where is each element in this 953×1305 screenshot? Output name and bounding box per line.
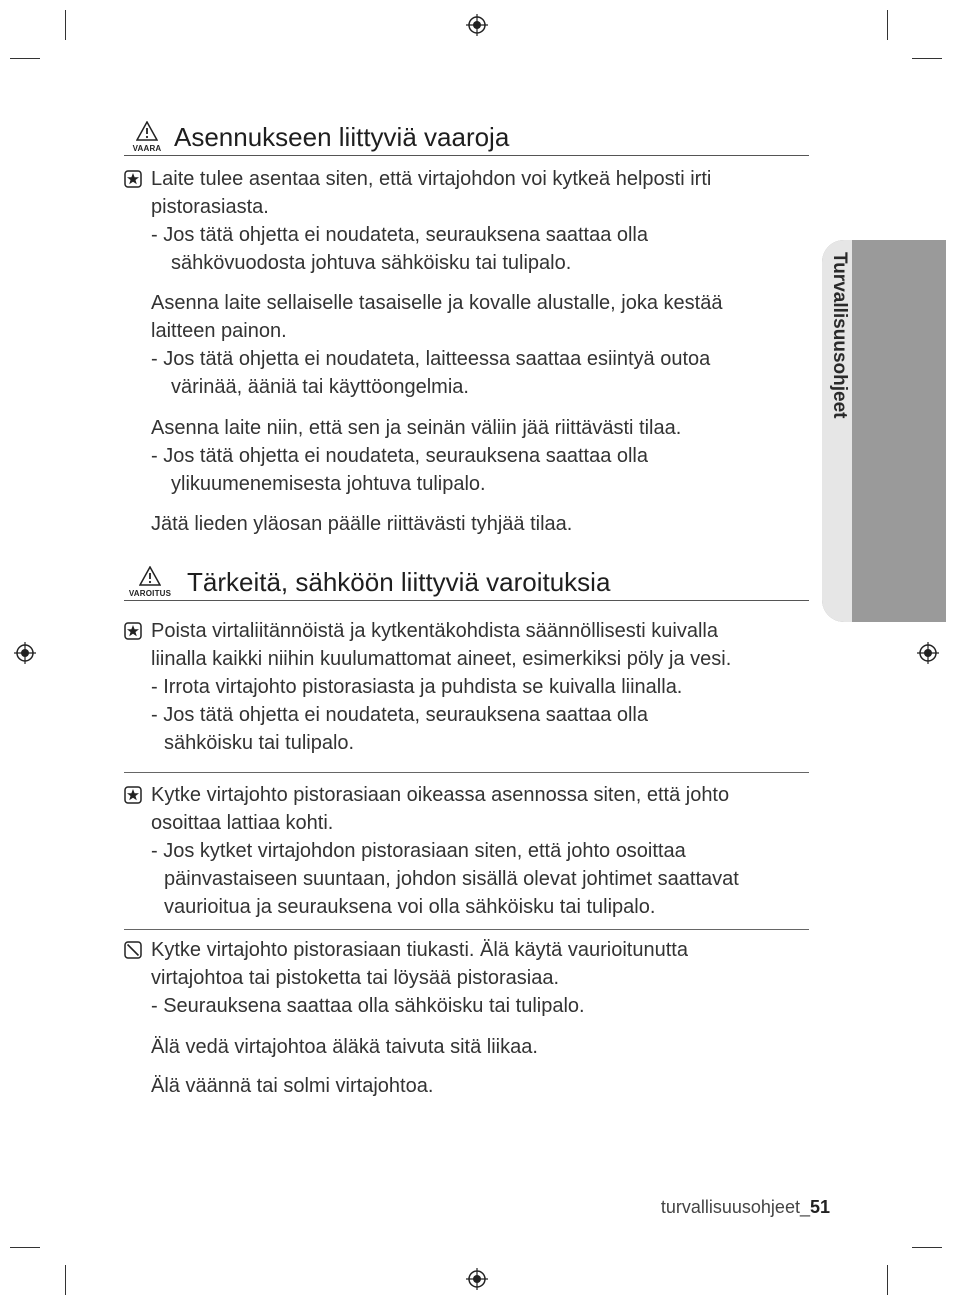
registration-mark-icon	[466, 1268, 488, 1290]
footer-section-name: turvallisuusohjeet_	[660, 1197, 810, 1217]
list-item	[124, 781, 829, 921]
section-heading-electrical	[124, 563, 809, 601]
text-line: sähköisku tai tulipalo.	[164, 732, 355, 754]
text-line: Laite tulee asentaa siten, että virtajohdon voi kytkeä helposti irti	[151, 168, 712, 190]
crop-mark	[887, 1265, 888, 1295]
text-line: osoittaa lattiaa kohti.	[151, 812, 334, 834]
crop-mark	[887, 10, 888, 40]
text-line: virtajohtoa tai pistoketta tai löysää pistorasiaa.	[151, 967, 559, 989]
text-line: laitteen painon.	[151, 320, 287, 342]
registration-mark-icon	[14, 642, 36, 664]
list-item	[124, 289, 829, 401]
text-line: - Jos tätä ohjetta ei noudateta, seurauksena saattaa olla	[151, 704, 649, 726]
section-title: Asennukseen liittyviä vaaroja	[174, 122, 510, 152]
text-line: Asenna laite niin, että sen ja seinän väliin jää riittävästi tilaa.	[151, 417, 682, 439]
crop-mark	[65, 10, 66, 40]
page-footer	[661, 1197, 830, 1218]
crop-mark	[912, 1247, 942, 1248]
registration-mark-icon	[917, 642, 939, 664]
warning-label: VAARA	[132, 144, 162, 153]
warning-badge	[124, 566, 176, 598]
warning-triangle-icon	[139, 566, 161, 586]
star-box-icon	[124, 786, 142, 804]
text-line: Älä vedä virtajohtoa äläkä taivuta sitä liikaa.	[151, 1036, 538, 1058]
text-line: - Irrota virtajohto pistorasiasta ja puhdista se kuivalla liinalla.	[151, 676, 683, 698]
text-line: - Jos tätä ohjetta ei noudateta, seurauksena saattaa olla	[151, 445, 649, 467]
star-box-icon	[124, 622, 142, 640]
text-line: Kytke virtajohto pistorasiaan tiukasti. Älä käytä vaurioitunutta	[151, 939, 688, 961]
list-item	[124, 165, 829, 277]
crop-mark	[10, 58, 40, 59]
section-title: Tärkeitä, sähköön liittyviä varoituksia	[187, 567, 611, 597]
crop-mark	[912, 58, 942, 59]
text-line: värinää, ääniä tai käyttöongelmia.	[171, 376, 469, 398]
section-heading-installation	[124, 118, 809, 156]
prohibited-box-icon	[124, 941, 142, 959]
text-line: - Jos tätä ohjetta ei noudateta, laitteessa saattaa esiintyä outoa	[151, 348, 711, 370]
text-line: liinalla kaikki niihin kuulumattomat aineet, esimerkiksi pöly ja vesi.	[151, 648, 732, 670]
warning-triangle-icon	[136, 121, 158, 141]
text-line: Asenna laite sellaiselle tasaiselle ja kovalle alustalle, joka kestää	[151, 292, 723, 314]
side-tab-label: Turvallisuusohjeet	[829, 252, 850, 419]
crop-mark	[10, 1247, 40, 1248]
text-line: vaurioitua ja seurauksena voi olla sähköisku tai tulipalo.	[164, 896, 656, 918]
text-line: Poista virtaliitännöistä ja kytkentäkohdista säännöllisesti kuivalla	[151, 620, 718, 642]
text-line: Älä väännä tai solmi virtajohtoa.	[151, 1075, 434, 1097]
page-number: 51	[809, 1197, 830, 1217]
crop-mark	[65, 1265, 66, 1295]
text-line: - Seurauksena saattaa olla sähköisku tai tulipalo.	[151, 995, 585, 1017]
text-line: päinvastaiseen suuntaan, johdon sisällä olevat johtimet saattavat	[164, 868, 739, 890]
star-box-icon	[124, 170, 142, 188]
list-item	[124, 414, 829, 498]
warning-label: VAROITUS	[128, 589, 172, 598]
text-line: Kytke virtajohto pistorasiaan oikeassa asennossa siten, että johto	[151, 784, 730, 806]
text-line: pistorasiasta.	[151, 196, 269, 218]
divider	[124, 772, 809, 773]
text-line: sähkövuodosta johtuva sähköisku tai tulipalo.	[171, 252, 572, 274]
list-item	[124, 510, 829, 538]
divider	[124, 929, 809, 930]
list-item	[124, 936, 829, 1100]
text-line: - Jos tätä ohjetta ei noudateta, seurauksena saattaa olla	[151, 224, 649, 246]
text-line: Jätä lieden yläosan päälle riittävästi tyhjää tilaa.	[151, 513, 573, 535]
warning-badge	[124, 121, 170, 153]
text-line: - Jos kytket virtajohdon pistorasiaan siten, että johto osoittaa	[151, 840, 686, 862]
list-item	[124, 617, 829, 757]
registration-mark-icon	[466, 14, 488, 36]
text-line: ylikuumenemisesta johtuva tulipalo.	[171, 473, 486, 495]
